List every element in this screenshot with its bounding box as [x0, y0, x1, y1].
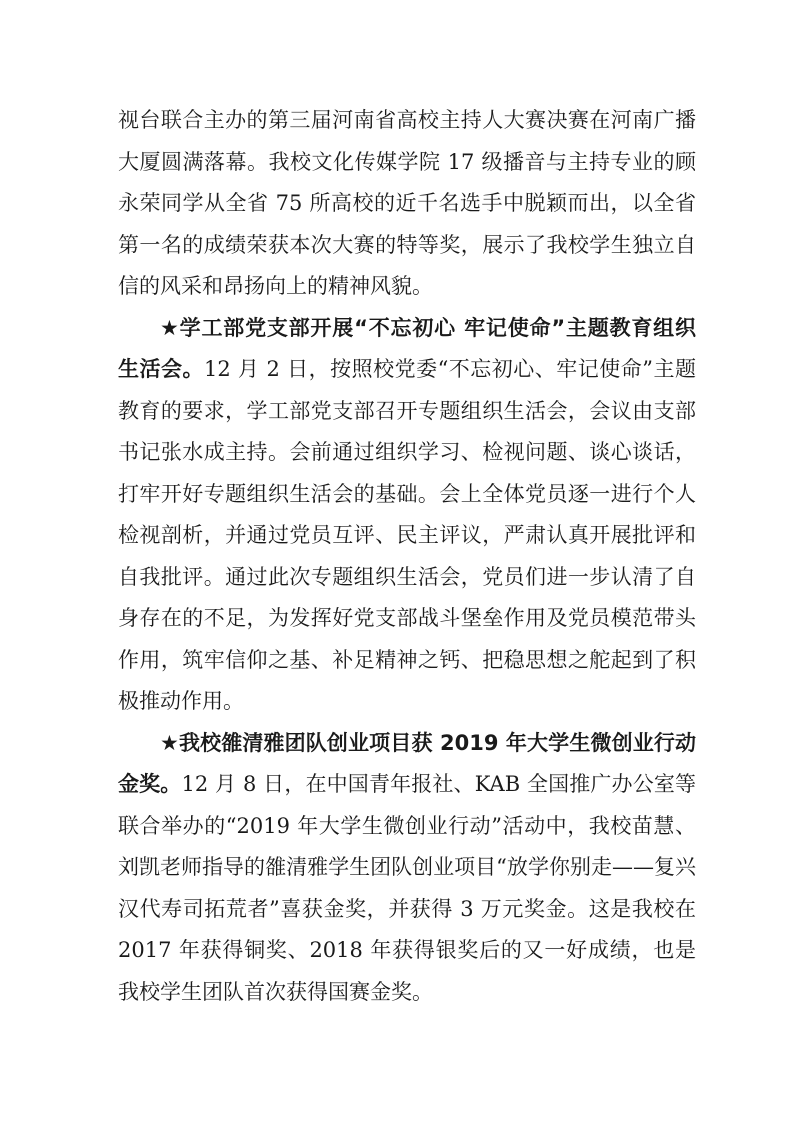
paragraph-headline: ★我校雒清雅团队创业项目获 2019 年大学生微创业行动金奖。 — [118, 730, 696, 796]
paragraph-party-branch-meeting — [118, 308, 696, 723]
paragraph-body: 12 月 8 日，在中国青年报社、KAB 全国推广办公室等联合举办的“2019 年大学生微创业行动”活动中，我校苗慧、刘凯老师指导的雒清雅学生团队创业项目“放学你别走——复兴汉代寿司拓荒者”喜获金奖，并获得 3 万元奖金。这是我校在 2017 年获得铜奖、2018 年获得银奖后的又一好成绩，也是我校学生团队首次获得国赛金奖。 — [118, 772, 697, 1004]
paragraph-body: 12 月 2 日，按照校党委“不忘初心、牢记使命”主题教育的要求，学工部党支部召开专题组织生活会，会议由支部书记张水成主持。会前通过组织学习、检视问题、谈心谈话，打牢开好专题组织生活会的基础。会上全体党员逐一进行个人检视剖析，并通过党员互评、民主评议，严肃认真开展批评和自我批评。通过此次专题组织生活会，党员们进一步认清了自身存在的不足，为发挥好党支部战斗堡垒作用及党员模范带头作用，筑牢信仰之基、补足精神之钙、把稳思想之舵起到了积极推动作用。 — [118, 357, 696, 713]
paragraph-headline: ★学工部党支部开展“不忘初心 牢记使命”主题教育组织生活会。 — [118, 315, 696, 381]
document-body — [118, 100, 696, 1013]
paragraph-body: 视台联合主办的第三届河南省高校主持人大赛决赛在河南广播大厦圆满落幕。我校文化传媒学院 17 级播音与主持专业的顾永荣同学从全省 75 所高校的近千名选手中脱颖而出，以全省第一名的成绩荣获本次大赛的特等奖，展示了我校学生独立自信的风采和昂扬向上的精神风貌。 — [118, 108, 696, 298]
paragraph-startup-award — [118, 723, 696, 1014]
paragraph-host-contest — [118, 100, 696, 308]
